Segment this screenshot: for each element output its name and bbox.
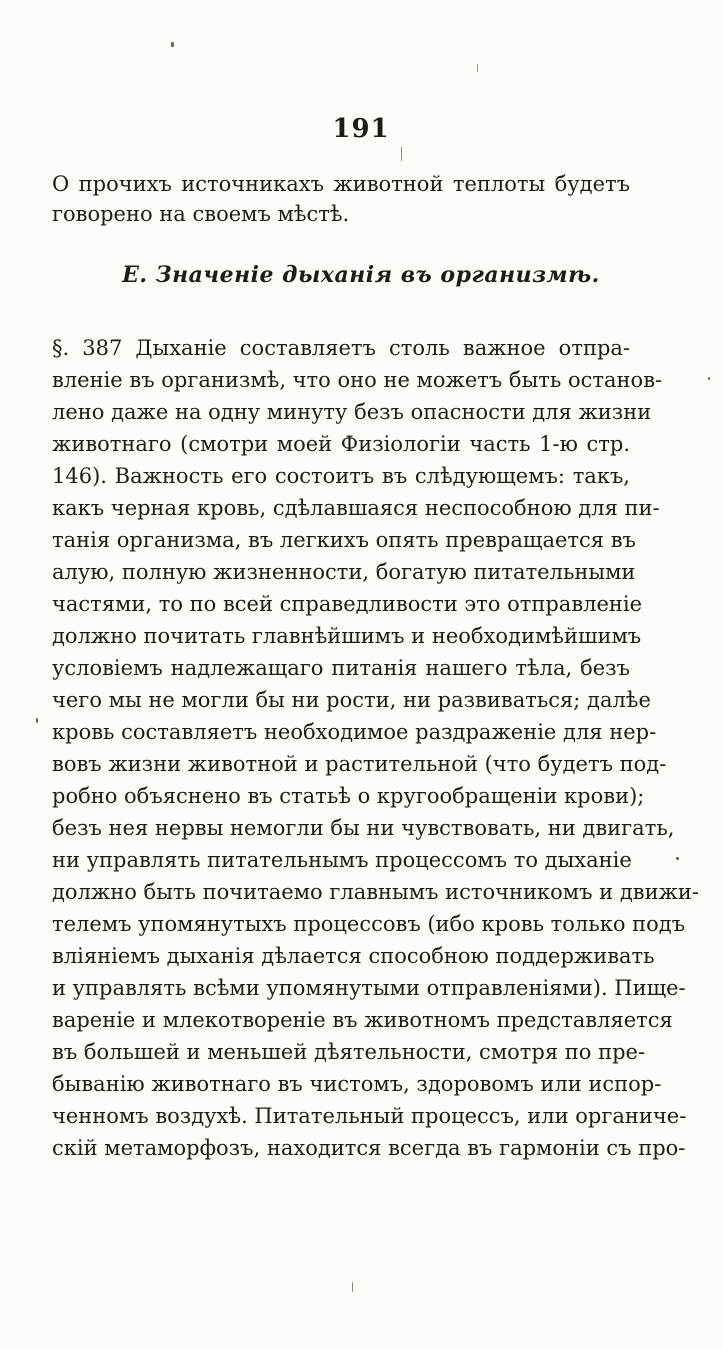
scan-speck [676,857,679,860]
paragraph-line: ни управлять питательнымъ процессомъ то дыханіе [52,848,632,872]
paragraph-line: скій метаморфозъ, находится всегда въ гармоніи съ про- [52,1136,686,1160]
intro-line: говорено на своемъ мѣстѣ. [52,202,350,226]
intro-line: О прочихъ источникахъ животной теплоты будетъ [52,172,630,196]
scan-speck [171,42,174,47]
paragraph-line: и управлять всѣми упомянутыми отправленіями). Пище- [52,976,686,1000]
paragraph-line: вліяніемъ дыханія дѣлается способною поддерживать [52,944,655,968]
scan-speck [401,147,402,161]
paragraph-line: ченномъ воздухѣ. Питательный процессъ, или органиче- [52,1104,687,1128]
paragraph-line: вареніе и млекотвореніе въ животномъ представляется [52,1008,673,1032]
paragraph-line: 146). Важность его состоитъ въ слѣдующемъ: такъ, [52,464,630,488]
paragraph-line: животнаго (смотри моей Физіологіи часть 1-ю стр. [52,432,630,456]
paragraph-line: въ большей и меньшей дѣятельности, смотря по пре- [52,1040,646,1064]
paragraph-line: вленіе въ организмѣ, что оно не можетъ быть останов- [52,368,663,392]
paragraph-line: танія организма, въ легкихъ опять превращается въ [52,528,636,552]
paragraph-line: какъ черная кровь, сдѣлавшаяся неспособною для пи- [52,496,660,520]
paragraph-line: алую, полную жизненности, богатую питательными [52,560,636,584]
paragraph-line: §. 387 Дыханіе составляетъ столь важное отпра- [52,336,630,360]
paragraph-line: быванію животнаго въ чистомъ, здоровомъ или испор- [52,1072,662,1096]
paragraph-line: лено даже на одну минуту безъ опасности для жизни [52,400,652,424]
paragraph-line: условіемъ надлежащаго питанія нашего тѣла, безъ [52,656,630,680]
scan-speck [36,718,38,723]
scan-speck [477,64,478,72]
paragraph-line: робно объяснено въ статьѣ о кругообращеніи крови); [52,784,645,808]
paragraph-line: чего мы не могли бы ни рости, ни развиваться; далѣе [52,688,651,712]
paragraph-line: кровь составляетъ необходимое раздраженіе для нер- [52,720,657,744]
paragraph-line: должно почитать главнѣйшимъ и необходимѣйшимъ [52,624,642,648]
scan-speck [352,1282,353,1292]
paragraph-line: частями, то по всей справедливости это отправленіе [52,592,643,616]
paragraph-line: должно быть почитаемо главнымъ источникомъ и движи- [52,880,700,904]
paragraph-line: безъ нея нервы немогли бы ни чувствовать, ни двигать, [52,816,675,840]
paragraph-line: телемъ упомянутыхъ процессовъ (ибо кровь только подъ [52,912,686,936]
paragraph-line: вовъ жизни животной и растительной (что будетъ под- [52,752,667,776]
page-number: 191 [332,114,390,144]
section-heading: Е. Значеніе дыханія въ организмѣ. [122,262,600,288]
scan-speck [708,377,710,380]
